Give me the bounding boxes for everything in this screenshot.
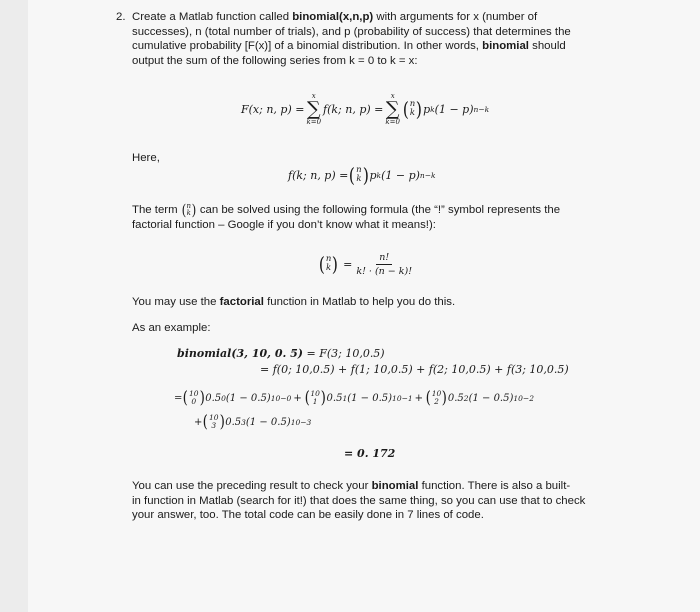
sum-symbol: x ∑ k=0 — [385, 91, 400, 126]
binomial-coefficient: ( 10 3 ) — [203, 411, 225, 432]
example-result: = 0. 172 — [344, 447, 396, 460]
example-line-1: binomial(3, 10, 0. 5) = F(3; 10,0.5) — [177, 347, 385, 360]
binomial-coefficient: ( n k ) — [349, 163, 369, 187]
binomial-coefficient: ( 10 1 ) — [304, 387, 326, 408]
binomial-coefficient: ( n k ) — [402, 97, 423, 121]
closing-paragraph: You can use the preceding result to check your binomial function. There is also a built- in function in Matlab (search for it!) that does the same thing, so you can use that to check your answer, too. The total code can be easily done in 7 lines of code. — [132, 480, 586, 522]
pmf-equation: f(k; n, p) = ( n k ) p k (1 − p) n−k — [288, 163, 436, 187]
binomial-coefficient: ( n k ) — [318, 252, 339, 276]
example-label: As an example: — [132, 322, 211, 334]
problem-number: 2. — [116, 11, 126, 23]
document-page — [28, 0, 700, 612]
term-explanation: The term ( n k ) can be solved using the following formula (the “!” symbol represents the factorial function – Google if you don’t know what it means!): — [132, 200, 561, 231]
binomial-coefficient: ( 10 2 ) — [425, 387, 448, 408]
factorial-note: You may use the factorial function in Matlab to help you do this. — [132, 296, 456, 308]
binomial-formula: ( n k ) = $\frac{n!}{k! \cdot (n - k)!}$ — [318, 251, 413, 277]
factorial-fraction: $\frac{n!}{k! \cdot (n - k)!}$ — [356, 251, 413, 277]
problem-intro: Create a Matlab function called binomial(x,n,p) with arguments for x (number of successes), n (total number of trials), and p (probability of success) that determines the cumulative probability [F(x)] of a binomial distribution. In other words, binomial should output the sum of the following series from k = 0 to k = x: — [132, 11, 571, 67]
binomial-coefficient: ( n k ) — [181, 200, 197, 219]
sum-symbol: x ∑ k=0 — [306, 91, 322, 126]
example-line-3: = ( 10 0 ) 0.5 0 (1 − 0.5) 10−0 + ( 10 1 ) 0.5 1 (1 − 0.5) 10−1 + ( 10 2 ) 0.5 2 (1 − 0.5) 10−2 — [174, 387, 534, 408]
function-name: binomial(x,n,p) — [292, 11, 374, 23]
example-line-2: = f(0; 10,0.5) + f(1; 10,0.5) + f(2; 10,0.5) + f(3; 10,0.5) — [260, 363, 569, 376]
example-line-4: + ( 10 3 ) 0.5 3 (1 − 0.5) 10−3 — [194, 411, 312, 432]
here-label: Here, — [132, 152, 160, 164]
cdf-equation: F(x; n, p) = x ∑ k=0 f(k; n, p) = x ∑ k=0 ( n k ) p k (1 − p) n−k — [241, 91, 490, 126]
binomial-coefficient: ( 10 0 ) — [183, 387, 205, 408]
